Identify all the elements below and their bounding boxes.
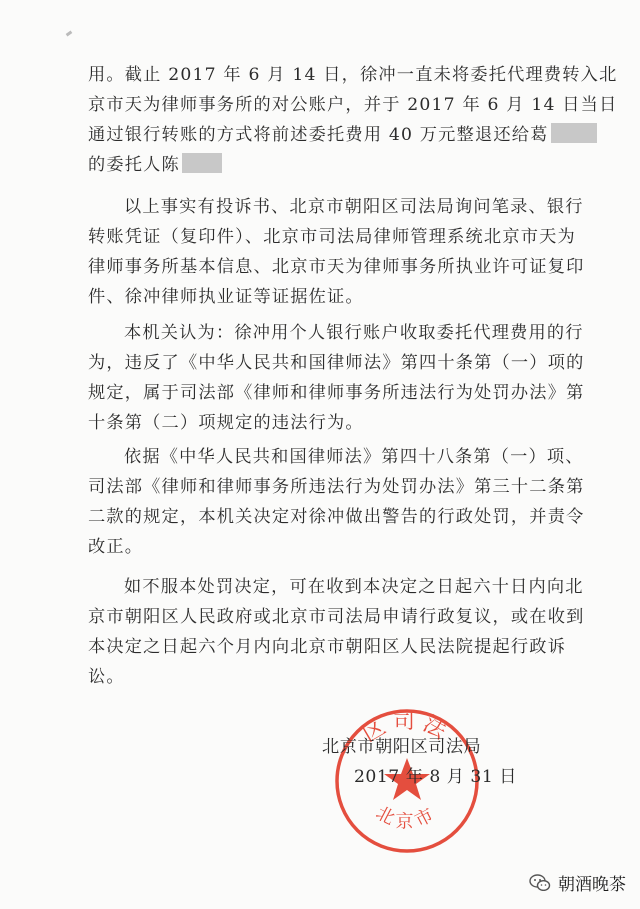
wechat-icon (528, 871, 552, 895)
paragraph-evidence (88, 192, 585, 312)
text-line: 本决定之日起六个月内向北京市朝阳区人民法院提起行政诉 (88, 637, 567, 657)
text-line: 十条第（二）项规定的违法行为。 (88, 413, 364, 433)
issue-date: 2017 年 8 月 31 日 (354, 767, 517, 787)
signature-block (316, 732, 526, 792)
text-line: 如不服本处罚决定，可在收到本决定之日起六十日内向北 (124, 577, 584, 597)
paragraph-decision (88, 442, 585, 562)
seal-text-bottom: 北京市 (372, 802, 442, 833)
text-line (88, 120, 558, 150)
redaction-block (182, 153, 222, 173)
text-line: 本机关认为：徐冲用个人银行账户收取委托代理费用的行 (124, 323, 584, 343)
text-line: 讼。 (88, 667, 125, 687)
text-line: 京市朝阳区人民政府或北京市司法局申请行政复议，或在收到 (88, 607, 585, 627)
paragraph-finding (88, 318, 585, 438)
text-line: 改正。 (88, 537, 144, 557)
text-line (88, 150, 558, 180)
text-line: 用。截止 2017 年 6 月 14 日，徐冲一直未将委托代理费转入北 (88, 65, 618, 85)
text-line: 律师事务所基本信息、北京市天为律师事务所执业许可证复印 (88, 257, 585, 277)
text-line: 依据《中华人民共和国律师法》第四十八条第（一）项、 (124, 447, 584, 467)
scan-speck (66, 31, 73, 37)
text-line: 件、徐冲律师执业证等证据佐证。 (88, 287, 364, 307)
account-watermark (528, 870, 626, 895)
text-line: 京市天为律师事务所的对公账户，并于 2017 年 6 月 14 日当日 (88, 95, 618, 115)
text-line: 规定，属于司法部《律师和律师事务所违法行为处罚办法》第 (88, 383, 585, 403)
paragraph-facts (88, 60, 618, 180)
text-line: 以上事实有投诉书、北京市朝阳区司法局询问笔录、银行 (124, 197, 584, 217)
seal-text-top: 区司法 (358, 709, 456, 748)
text-segment: 的委托人陈 (88, 155, 180, 175)
issuer-name: 北京市朝阳区司法局 (322, 737, 482, 757)
redaction-block (551, 123, 597, 143)
text-line: 转账凭证（复印件）、北京市司法局律师管理系统北京市天为 (88, 227, 576, 247)
text-line: 二款的规定，本机关决定对徐冲做出警告的行政处罚，并责令 (88, 507, 585, 527)
watermark-label: 朝酒晚茶 (558, 875, 626, 895)
text-segment: 通过银行转账的方式将前述委托费用 40 万元整退还给葛 (88, 125, 549, 145)
text-line: 为，违反了《中华人民共和国律师法》第四十条第（一）项的 (88, 353, 585, 373)
text-line: 司法部《律师和律师事务所违法行为处罚办法》第三十二条第 (88, 477, 585, 497)
paragraph-appeal (88, 572, 585, 692)
